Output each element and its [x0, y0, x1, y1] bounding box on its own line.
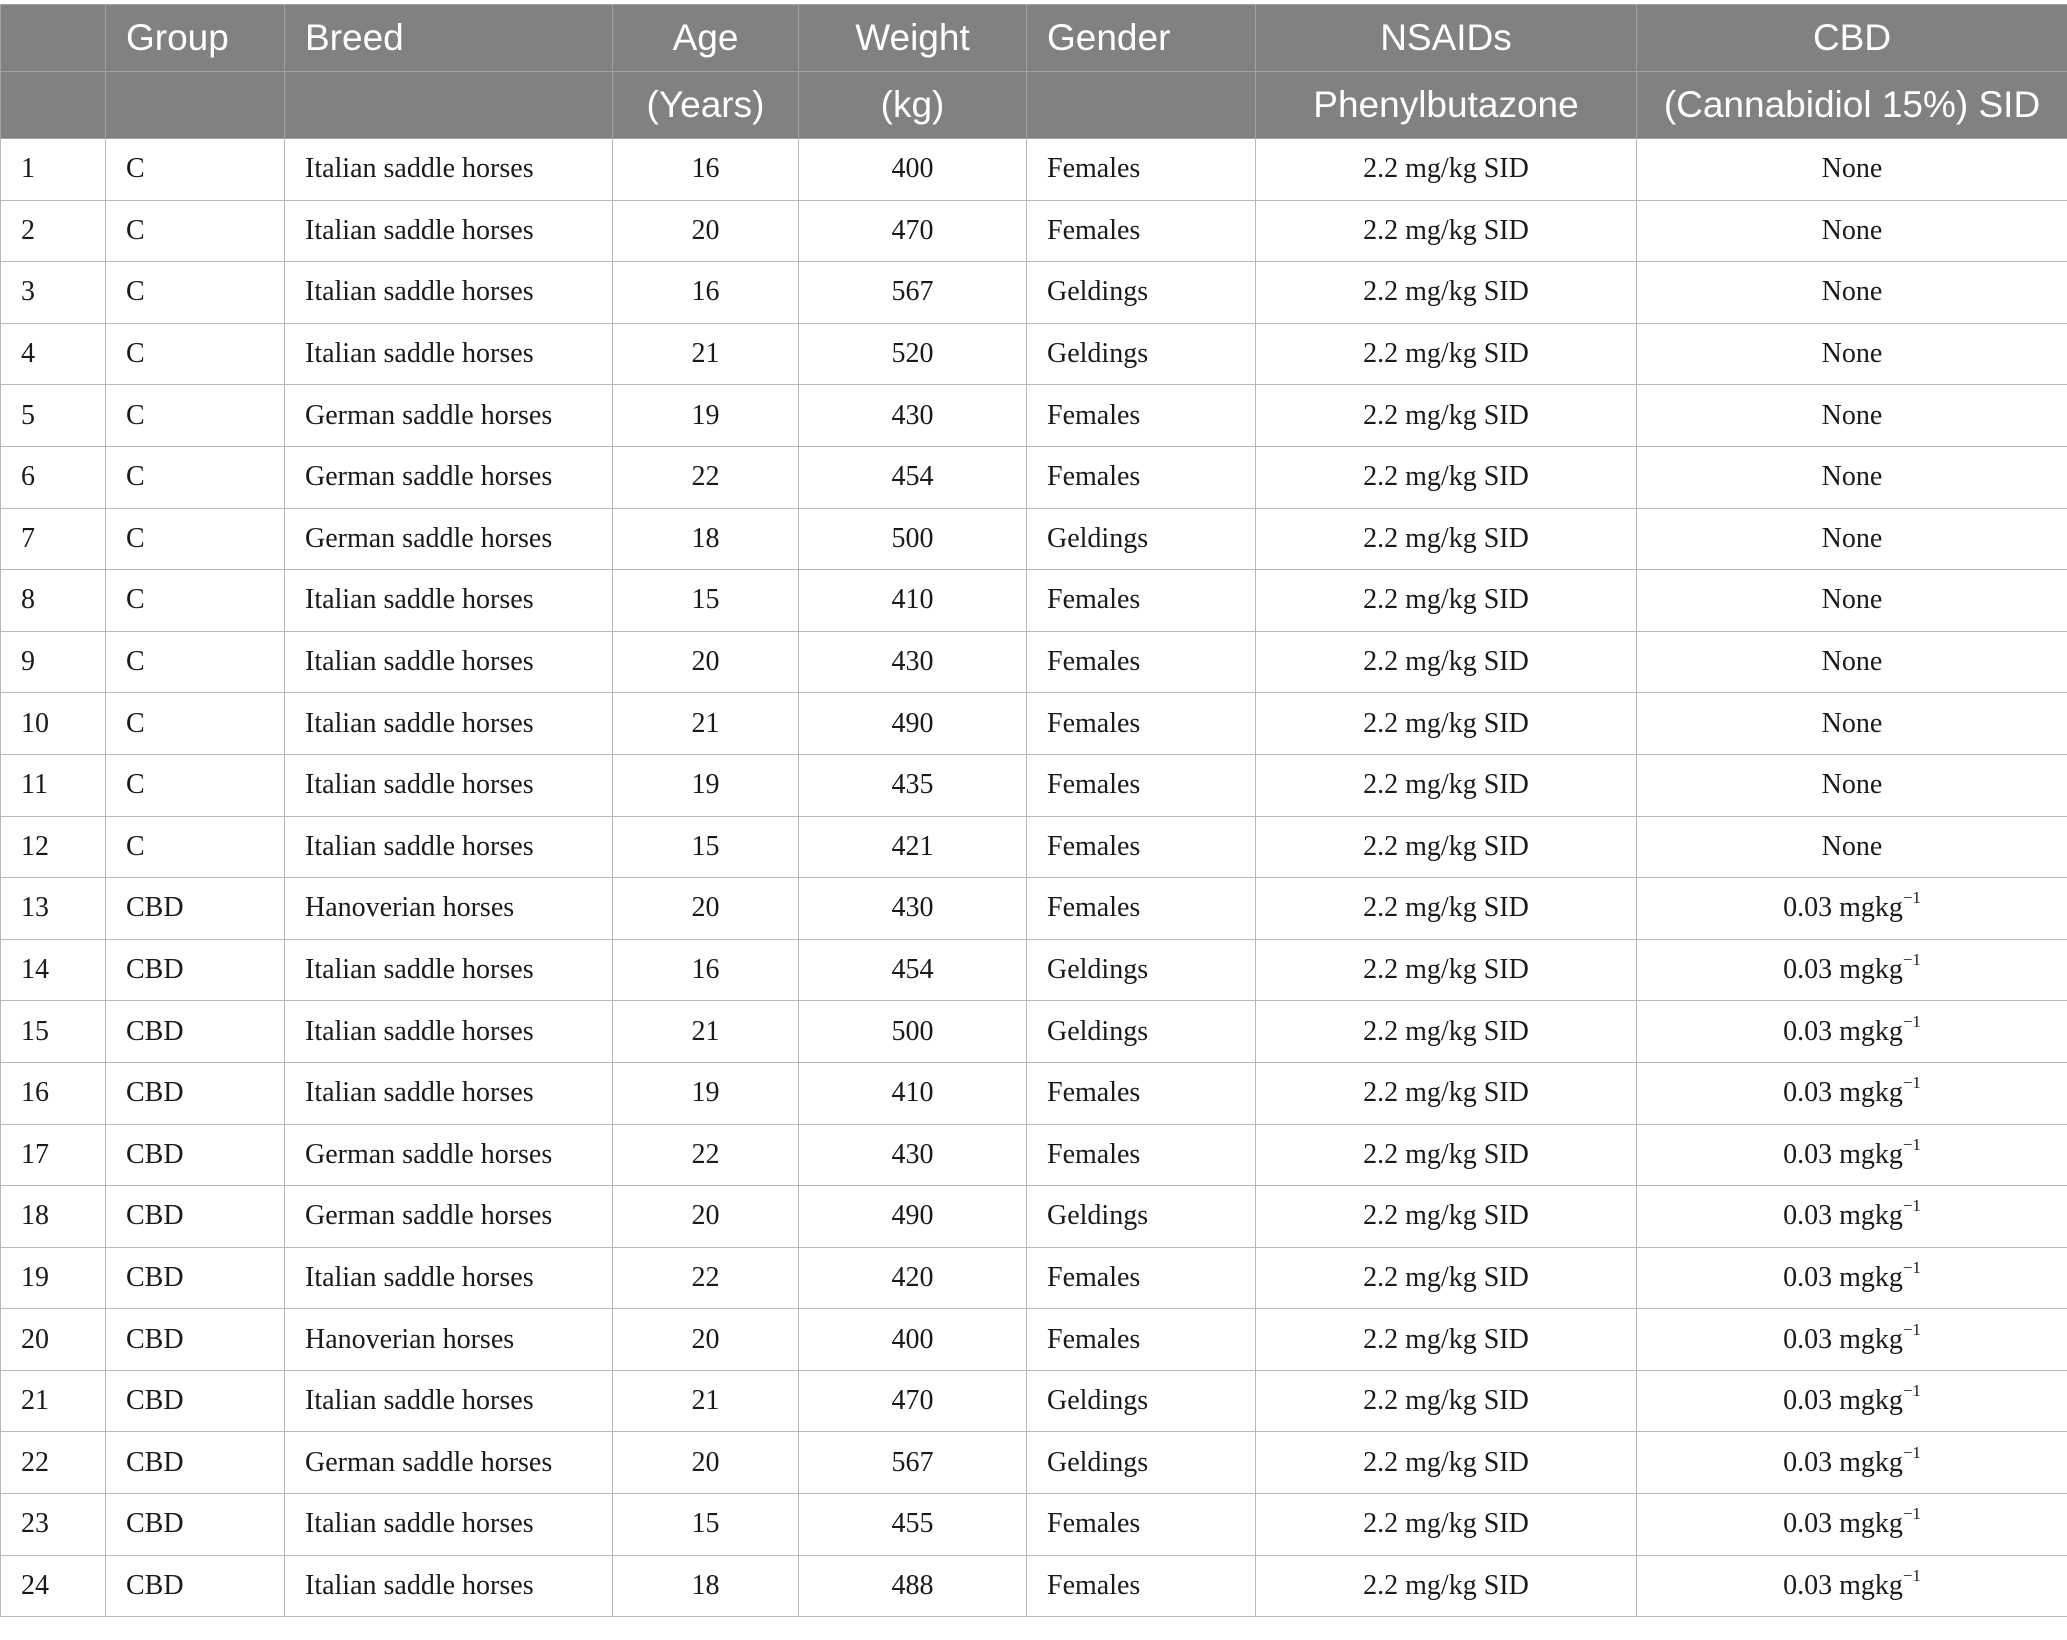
- cell-index: 16: [1, 1062, 106, 1124]
- cell-breed: Italian saddle horses: [285, 1494, 613, 1556]
- cell-weight: 500: [799, 508, 1027, 570]
- col-subheader-breed: [285, 72, 613, 139]
- table-row: [1, 816, 2067, 878]
- cell-gender: Geldings: [1027, 939, 1256, 1001]
- table-row: [1, 1001, 2067, 1063]
- cell-cbd-dose: [1637, 878, 2067, 940]
- table-row: [1, 139, 2067, 201]
- cell-gender: Geldings: [1027, 1370, 1256, 1432]
- cell-cbd-dose: None: [1637, 816, 2067, 878]
- cell-group: CBD: [106, 1062, 285, 1124]
- cell-group: C: [106, 693, 285, 755]
- col-header-weight: Weight: [799, 5, 1027, 72]
- cell-weight: 400: [799, 1309, 1027, 1371]
- cell-breed: German saddle horses: [285, 1432, 613, 1494]
- table-row: [1, 446, 2067, 508]
- cell-index: 8: [1, 570, 106, 632]
- cell-age: 15: [613, 816, 799, 878]
- cell-group: CBD: [106, 1555, 285, 1617]
- table-row: [1, 1247, 2067, 1309]
- cell-nsaid-dose: 2.2 mg/kg SID: [1256, 200, 1637, 262]
- col-header-breed: Breed: [285, 5, 613, 72]
- col-subheader-cannabidiol: (Cannabidiol 15%) SID: [1637, 72, 2067, 139]
- col-header-gender: Gender: [1027, 5, 1256, 72]
- col-header-cbd: CBD: [1637, 5, 2067, 72]
- table-row: [1, 570, 2067, 632]
- cell-breed: German saddle horses: [285, 1186, 613, 1248]
- cell-age: 21: [613, 693, 799, 755]
- table-row: [1, 878, 2067, 940]
- cell-group: C: [106, 385, 285, 447]
- cell-age: 15: [613, 570, 799, 632]
- cell-cbd-dose: [1637, 939, 2067, 1001]
- table-row: [1, 1494, 2067, 1556]
- cell-cbd-dose: [1637, 1001, 2067, 1063]
- cbd-dose-exponent: −1: [1902, 1134, 1921, 1154]
- cell-group: CBD: [106, 939, 285, 1001]
- cell-weight: 490: [799, 1186, 1027, 1248]
- cell-group: C: [106, 262, 285, 324]
- horse-treatment-table: [0, 4, 2067, 1617]
- cell-index: 19: [1, 1247, 106, 1309]
- cell-cbd-dose: [1637, 1370, 2067, 1432]
- cell-breed: Italian saddle horses: [285, 570, 613, 632]
- cell-cbd-dose: None: [1637, 200, 2067, 262]
- cell-nsaid-dose: 2.2 mg/kg SID: [1256, 570, 1637, 632]
- cbd-dose-exponent: −1: [1902, 1565, 1921, 1585]
- cbd-dose-value: 0.03 mgkg: [1783, 1077, 1903, 1109]
- cell-group: C: [106, 139, 285, 201]
- cbd-dose-exponent: −1: [1902, 1011, 1921, 1031]
- col-subheader-group: [106, 72, 285, 139]
- cell-nsaid-dose: 2.2 mg/kg SID: [1256, 508, 1637, 570]
- cell-cbd-dose: [1637, 1186, 2067, 1248]
- cell-group: C: [106, 446, 285, 508]
- cell-nsaid-dose: 2.2 mg/kg SID: [1256, 878, 1637, 940]
- cell-gender: Females: [1027, 1555, 1256, 1617]
- col-subheader-weight-unit: (kg): [799, 72, 1027, 139]
- cell-index: 3: [1, 262, 106, 324]
- cell-breed: Italian saddle horses: [285, 1247, 613, 1309]
- cell-index: 2: [1, 200, 106, 262]
- cell-age: 18: [613, 508, 799, 570]
- cell-weight: 410: [799, 1062, 1027, 1124]
- cell-weight: 470: [799, 200, 1027, 262]
- col-header-nsaids: NSAIDs: [1256, 5, 1637, 72]
- col-subheader-gender: [1027, 72, 1256, 139]
- cell-weight: 435: [799, 754, 1027, 816]
- cell-gender: Females: [1027, 878, 1256, 940]
- cbd-dose-value: 0.03 mgkg: [1783, 1569, 1903, 1601]
- cell-breed: Italian saddle horses: [285, 139, 613, 201]
- cell-group: CBD: [106, 1494, 285, 1556]
- cell-age: 22: [613, 1124, 799, 1186]
- cell-age: 20: [613, 631, 799, 693]
- cell-cbd-dose: [1637, 1062, 2067, 1124]
- cell-cbd-dose: None: [1637, 508, 2067, 570]
- cell-weight: 430: [799, 631, 1027, 693]
- cell-age: 21: [613, 1001, 799, 1063]
- cell-nsaid-dose: 2.2 mg/kg SID: [1256, 1555, 1637, 1617]
- cell-cbd-dose: [1637, 1247, 2067, 1309]
- cell-weight: 455: [799, 1494, 1027, 1556]
- cbd-dose-value: 0.03 mgkg: [1783, 1015, 1903, 1047]
- cell-index: 22: [1, 1432, 106, 1494]
- cell-breed: Italian saddle horses: [285, 1062, 613, 1124]
- cell-cbd-dose: [1637, 1494, 2067, 1556]
- cell-breed: German saddle horses: [285, 446, 613, 508]
- cell-group: CBD: [106, 1124, 285, 1186]
- cell-gender: Females: [1027, 1062, 1256, 1124]
- col-header-group: Group: [106, 5, 285, 72]
- cell-group: C: [106, 200, 285, 262]
- cell-group: C: [106, 631, 285, 693]
- cbd-dose-value: 0.03 mgkg: [1783, 1508, 1903, 1540]
- cell-cbd-dose: [1637, 1309, 2067, 1371]
- cell-group: C: [106, 323, 285, 385]
- cell-age: 16: [613, 939, 799, 1001]
- cell-gender: Females: [1027, 1309, 1256, 1371]
- cell-index: 23: [1, 1494, 106, 1556]
- cell-nsaid-dose: 2.2 mg/kg SID: [1256, 446, 1637, 508]
- cbd-dose-value: 0.03 mgkg: [1783, 1385, 1903, 1417]
- cell-group: CBD: [106, 1001, 285, 1063]
- cell-cbd-dose: None: [1637, 570, 2067, 632]
- cell-weight: 430: [799, 1124, 1027, 1186]
- table-row: [1, 1432, 2067, 1494]
- cbd-dose-value: 0.03 mgkg: [1783, 892, 1903, 924]
- cell-age: 20: [613, 1186, 799, 1248]
- table-row: [1, 1370, 2067, 1432]
- cell-gender: Females: [1027, 570, 1256, 632]
- cell-nsaid-dose: 2.2 mg/kg SID: [1256, 693, 1637, 755]
- cell-weight: 500: [799, 1001, 1027, 1063]
- cell-group: CBD: [106, 1247, 285, 1309]
- cell-nsaid-dose: 2.2 mg/kg SID: [1256, 1124, 1637, 1186]
- cell-group: CBD: [106, 878, 285, 940]
- cell-breed: German saddle horses: [285, 508, 613, 570]
- cell-breed: Italian saddle horses: [285, 200, 613, 262]
- cell-cbd-dose: None: [1637, 385, 2067, 447]
- table-row: [1, 1555, 2067, 1617]
- cell-gender: Females: [1027, 139, 1256, 201]
- cell-nsaid-dose: 2.2 mg/kg SID: [1256, 1186, 1637, 1248]
- cell-gender: Females: [1027, 446, 1256, 508]
- cell-nsaid-dose: 2.2 mg/kg SID: [1256, 1062, 1637, 1124]
- cell-gender: Females: [1027, 1494, 1256, 1556]
- cell-index: 11: [1, 754, 106, 816]
- cell-age: 22: [613, 1247, 799, 1309]
- cell-breed: German saddle horses: [285, 385, 613, 447]
- cbd-dose-exponent: −1: [1902, 1442, 1921, 1462]
- cell-gender: Females: [1027, 816, 1256, 878]
- cell-group: CBD: [106, 1309, 285, 1371]
- cell-nsaid-dose: 2.2 mg/kg SID: [1256, 323, 1637, 385]
- cell-nsaid-dose: 2.2 mg/kg SID: [1256, 262, 1637, 324]
- cell-cbd-dose: [1637, 1124, 2067, 1186]
- cell-weight: 454: [799, 446, 1027, 508]
- header-row-2: [1, 72, 2067, 139]
- cell-age: 20: [613, 878, 799, 940]
- cell-cbd-dose: None: [1637, 693, 2067, 755]
- cell-breed: Italian saddle horses: [285, 323, 613, 385]
- cell-gender: Geldings: [1027, 1001, 1256, 1063]
- cell-breed: Italian saddle horses: [285, 262, 613, 324]
- cell-age: 20: [613, 200, 799, 262]
- cbd-dose-exponent: −1: [1902, 888, 1921, 908]
- cell-weight: 400: [799, 139, 1027, 201]
- col-header-index: [1, 5, 106, 72]
- cell-age: 19: [613, 754, 799, 816]
- table-row: [1, 262, 2067, 324]
- header-row-1: [1, 5, 2067, 72]
- cell-nsaid-dose: 2.2 mg/kg SID: [1256, 939, 1637, 1001]
- col-subheader-age-unit: (Years): [613, 72, 799, 139]
- cell-group: C: [106, 508, 285, 570]
- cell-age: 18: [613, 1555, 799, 1617]
- cell-gender: Geldings: [1027, 1432, 1256, 1494]
- cbd-dose-value: 0.03 mgkg: [1783, 954, 1903, 986]
- cell-nsaid-dose: 2.2 mg/kg SID: [1256, 816, 1637, 878]
- cell-weight: 420: [799, 1247, 1027, 1309]
- cell-index: 21: [1, 1370, 106, 1432]
- cell-age: 22: [613, 446, 799, 508]
- cell-cbd-dose: [1637, 1555, 2067, 1617]
- cell-gender: Geldings: [1027, 508, 1256, 570]
- cbd-dose-value: 0.03 mgkg: [1783, 1200, 1903, 1232]
- cell-group: C: [106, 816, 285, 878]
- cell-group: CBD: [106, 1432, 285, 1494]
- cell-age: 19: [613, 1062, 799, 1124]
- cell-cbd-dose: None: [1637, 446, 2067, 508]
- cell-weight: 410: [799, 570, 1027, 632]
- table-row: [1, 1124, 2067, 1186]
- table-row: [1, 385, 2067, 447]
- cbd-dose-exponent: −1: [1902, 1257, 1921, 1277]
- cell-gender: Females: [1027, 631, 1256, 693]
- cell-age: 20: [613, 1309, 799, 1371]
- table-row: [1, 508, 2067, 570]
- cell-nsaid-dose: 2.2 mg/kg SID: [1256, 1309, 1637, 1371]
- cell-index: 17: [1, 1124, 106, 1186]
- table-row: [1, 1062, 2067, 1124]
- cbd-dose-exponent: −1: [1902, 1319, 1921, 1339]
- cell-breed: Italian saddle horses: [285, 1370, 613, 1432]
- table-row: [1, 939, 2067, 1001]
- cell-gender: Females: [1027, 385, 1256, 447]
- cbd-dose-exponent: −1: [1902, 950, 1921, 970]
- cell-cbd-dose: [1637, 1432, 2067, 1494]
- table-row: [1, 1186, 2067, 1248]
- cell-gender: Females: [1027, 754, 1256, 816]
- col-header-age: Age: [613, 5, 799, 72]
- cell-nsaid-dose: 2.2 mg/kg SID: [1256, 631, 1637, 693]
- cell-nsaid-dose: 2.2 mg/kg SID: [1256, 1432, 1637, 1494]
- cell-breed: German saddle horses: [285, 1124, 613, 1186]
- cell-index: 9: [1, 631, 106, 693]
- cell-age: 16: [613, 262, 799, 324]
- cell-weight: 430: [799, 878, 1027, 940]
- table-row: [1, 1309, 2067, 1371]
- cell-cbd-dose: None: [1637, 323, 2067, 385]
- cell-cbd-dose: None: [1637, 631, 2067, 693]
- cell-group: C: [106, 754, 285, 816]
- cell-nsaid-dose: 2.2 mg/kg SID: [1256, 1370, 1637, 1432]
- cell-index: 24: [1, 1555, 106, 1617]
- cell-gender: Females: [1027, 200, 1256, 262]
- table-body: [1, 139, 2067, 1617]
- cell-age: 15: [613, 1494, 799, 1556]
- cell-index: 6: [1, 446, 106, 508]
- cbd-dose-value: 0.03 mgkg: [1783, 1138, 1903, 1170]
- cell-nsaid-dose: 2.2 mg/kg SID: [1256, 385, 1637, 447]
- cell-gender: Females: [1027, 1124, 1256, 1186]
- cell-nsaid-dose: 2.2 mg/kg SID: [1256, 139, 1637, 201]
- cell-breed: Italian saddle horses: [285, 631, 613, 693]
- cell-group: C: [106, 570, 285, 632]
- cell-age: 20: [613, 1432, 799, 1494]
- cell-gender: Geldings: [1027, 323, 1256, 385]
- cell-nsaid-dose: 2.2 mg/kg SID: [1256, 1001, 1637, 1063]
- cell-weight: 490: [799, 693, 1027, 755]
- cell-cbd-dose: None: [1637, 754, 2067, 816]
- cell-cbd-dose: None: [1637, 139, 2067, 201]
- table-row: [1, 200, 2067, 262]
- cell-nsaid-dose: 2.2 mg/kg SID: [1256, 1247, 1637, 1309]
- cell-group: CBD: [106, 1186, 285, 1248]
- cbd-dose-value: 0.03 mgkg: [1783, 1446, 1903, 1478]
- cbd-dose-exponent: −1: [1902, 1381, 1921, 1401]
- cell-index: 15: [1, 1001, 106, 1063]
- cbd-dose-exponent: −1: [1902, 1196, 1921, 1216]
- cell-index: 7: [1, 508, 106, 570]
- cell-index: 13: [1, 878, 106, 940]
- cell-age: 21: [613, 1370, 799, 1432]
- cell-age: 16: [613, 139, 799, 201]
- cell-breed: Italian saddle horses: [285, 1555, 613, 1617]
- cell-nsaid-dose: 2.2 mg/kg SID: [1256, 754, 1637, 816]
- cell-weight: 421: [799, 816, 1027, 878]
- cell-index: 5: [1, 385, 106, 447]
- cell-group: CBD: [106, 1370, 285, 1432]
- table-row: [1, 693, 2067, 755]
- cell-breed: Italian saddle horses: [285, 816, 613, 878]
- cell-breed: Italian saddle horses: [285, 1001, 613, 1063]
- cell-weight: 520: [799, 323, 1027, 385]
- cell-breed: Italian saddle horses: [285, 754, 613, 816]
- cell-index: 12: [1, 816, 106, 878]
- cell-weight: 454: [799, 939, 1027, 1001]
- cbd-dose-value: 0.03 mgkg: [1783, 1323, 1903, 1355]
- cbd-dose-exponent: −1: [1902, 1504, 1921, 1524]
- cell-nsaid-dose: 2.2 mg/kg SID: [1256, 1494, 1637, 1556]
- cell-gender: Females: [1027, 1247, 1256, 1309]
- table-row: [1, 631, 2067, 693]
- cell-age: 21: [613, 323, 799, 385]
- cell-index: 18: [1, 1186, 106, 1248]
- col-subheader-index: [1, 72, 106, 139]
- table-row: [1, 323, 2067, 385]
- cbd-dose-exponent: −1: [1902, 1073, 1921, 1093]
- cell-weight: 488: [799, 1555, 1027, 1617]
- cell-cbd-dose: None: [1637, 262, 2067, 324]
- cbd-dose-value: 0.03 mgkg: [1783, 1261, 1903, 1293]
- cell-breed: Hanoverian horses: [285, 1309, 613, 1371]
- col-subheader-phenylbutazone: Phenylbutazone: [1256, 72, 1637, 139]
- cell-weight: 567: [799, 1432, 1027, 1494]
- cell-gender: Geldings: [1027, 1186, 1256, 1248]
- cell-breed: Italian saddle horses: [285, 939, 613, 1001]
- cell-index: 10: [1, 693, 106, 755]
- cell-weight: 470: [799, 1370, 1027, 1432]
- cell-breed: Italian saddle horses: [285, 693, 613, 755]
- cell-gender: Geldings: [1027, 262, 1256, 324]
- cell-index: 20: [1, 1309, 106, 1371]
- cell-breed: Hanoverian horses: [285, 878, 613, 940]
- cell-weight: 430: [799, 385, 1027, 447]
- cell-gender: Females: [1027, 693, 1256, 755]
- table-row: [1, 754, 2067, 816]
- cell-index: 1: [1, 139, 106, 201]
- cell-weight: 567: [799, 262, 1027, 324]
- cell-age: 19: [613, 385, 799, 447]
- cell-index: 4: [1, 323, 106, 385]
- cell-index: 14: [1, 939, 106, 1001]
